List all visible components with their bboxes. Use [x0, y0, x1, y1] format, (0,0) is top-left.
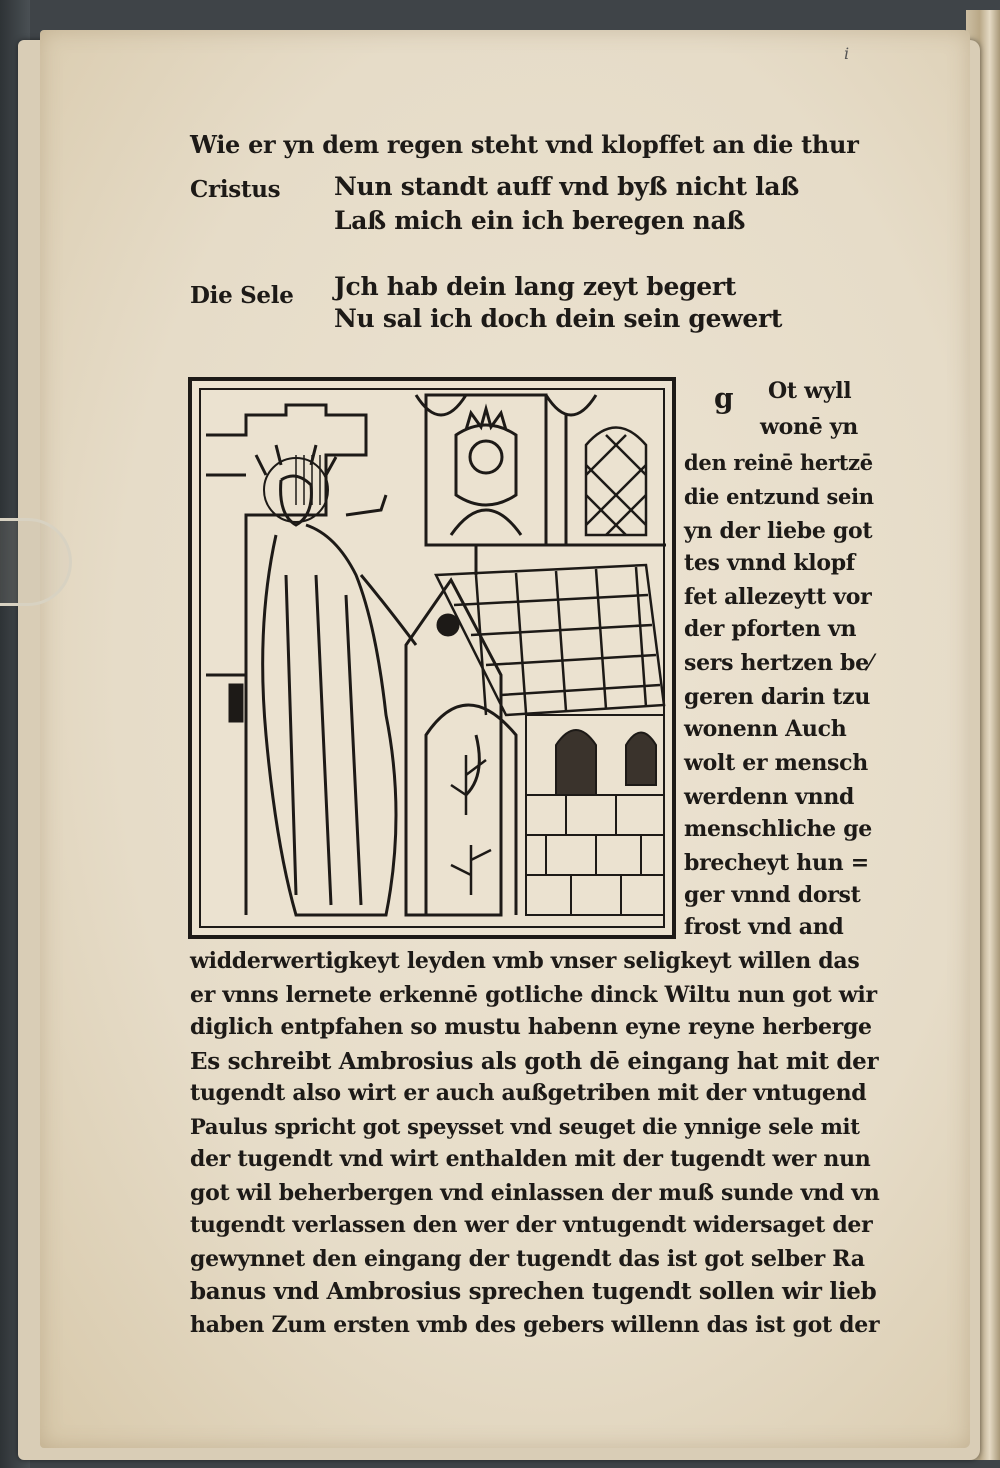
initial-letter: g — [714, 382, 734, 415]
body-line: tugendt also wirt er auch außgetriben mit der vntugend — [190, 1080, 867, 1106]
speaker-sele: Die Sele — [190, 282, 294, 309]
body-line: widderwertigkeyt leyden vmb vnser seligkeyt willen das — [190, 948, 860, 974]
speaker-cristus: Cristus — [190, 176, 281, 203]
woodcut-caption: Wie er yn dem regen steht vnd klopffet an die thur — [190, 130, 859, 159]
body-line: diglich entpfahen so mustu habenn eyne reyne herberge — [190, 1014, 872, 1040]
folio-mark: i — [844, 44, 850, 63]
side-column-line: den reinē hertzē — [684, 450, 873, 475]
side-column-line: werdenn vnnd — [684, 784, 855, 810]
side-column-line: tes vnnd klopf — [684, 550, 855, 576]
side-column-line: wolt er mensch — [684, 750, 868, 776]
side-column-line: fet allezeytt vor — [684, 584, 872, 610]
side-column-line: Ot wyll — [768, 378, 852, 404]
body-line: er vnns lernete erkennē gotliche dinck Wiltu nun got wir — [190, 982, 877, 1008]
verse-line: Jch hab dein lang zeyt begert — [334, 272, 736, 301]
body-line: Es schreibt Ambrosius als goth dē eingang hat mit der — [190, 1048, 879, 1075]
body-line: got wil beherbergen vnd einlassen der muß sunde vnd vn — [190, 1180, 880, 1206]
verse-line: Nun standt auff vnd byß nicht laß — [334, 172, 799, 201]
body-line: haben Zum ersten vmb des gebers willenn das ist got der — [190, 1312, 880, 1338]
side-column-line: frost vnd and — [684, 914, 844, 940]
verse-line: Laß mich ein ich beregen naß — [334, 206, 746, 235]
woodcut-illustration — [186, 375, 678, 941]
body-line: der tugendt vnd wirt enthalden mit der tugendt wer nun — [190, 1146, 871, 1172]
side-column-line: der pforten vn — [684, 616, 857, 642]
side-column-line: wonenn Auch — [684, 716, 847, 742]
side-column-line: sers hertzen be⁄ — [684, 650, 873, 676]
side-column-line: ger vnnd dorst — [684, 882, 861, 908]
body-line: Paulus spricht got speysset vnd seuget die ynnige sele mit — [190, 1114, 860, 1139]
side-column-line: die entzund sein — [684, 484, 874, 509]
body-line: banus vnd Ambrosius sprechen tugendt sollen wir lieb — [190, 1278, 877, 1305]
side-column-line: geren darin tzu — [684, 684, 871, 710]
side-column-line: menschliche ge — [684, 816, 872, 842]
side-column-line: brecheyt hun = — [684, 850, 869, 876]
side-column-line: yn der liebe got — [684, 518, 873, 544]
body-line: gewynnet den eingang der tugendt das ist got selber Ra — [190, 1246, 865, 1272]
body-line: tugendt verlassen den wer der vntugendt widersaget der — [190, 1212, 873, 1238]
side-column-line: wonē yn — [760, 414, 858, 440]
verse-line: Nu sal ich doch dein sein gewert — [334, 304, 783, 333]
